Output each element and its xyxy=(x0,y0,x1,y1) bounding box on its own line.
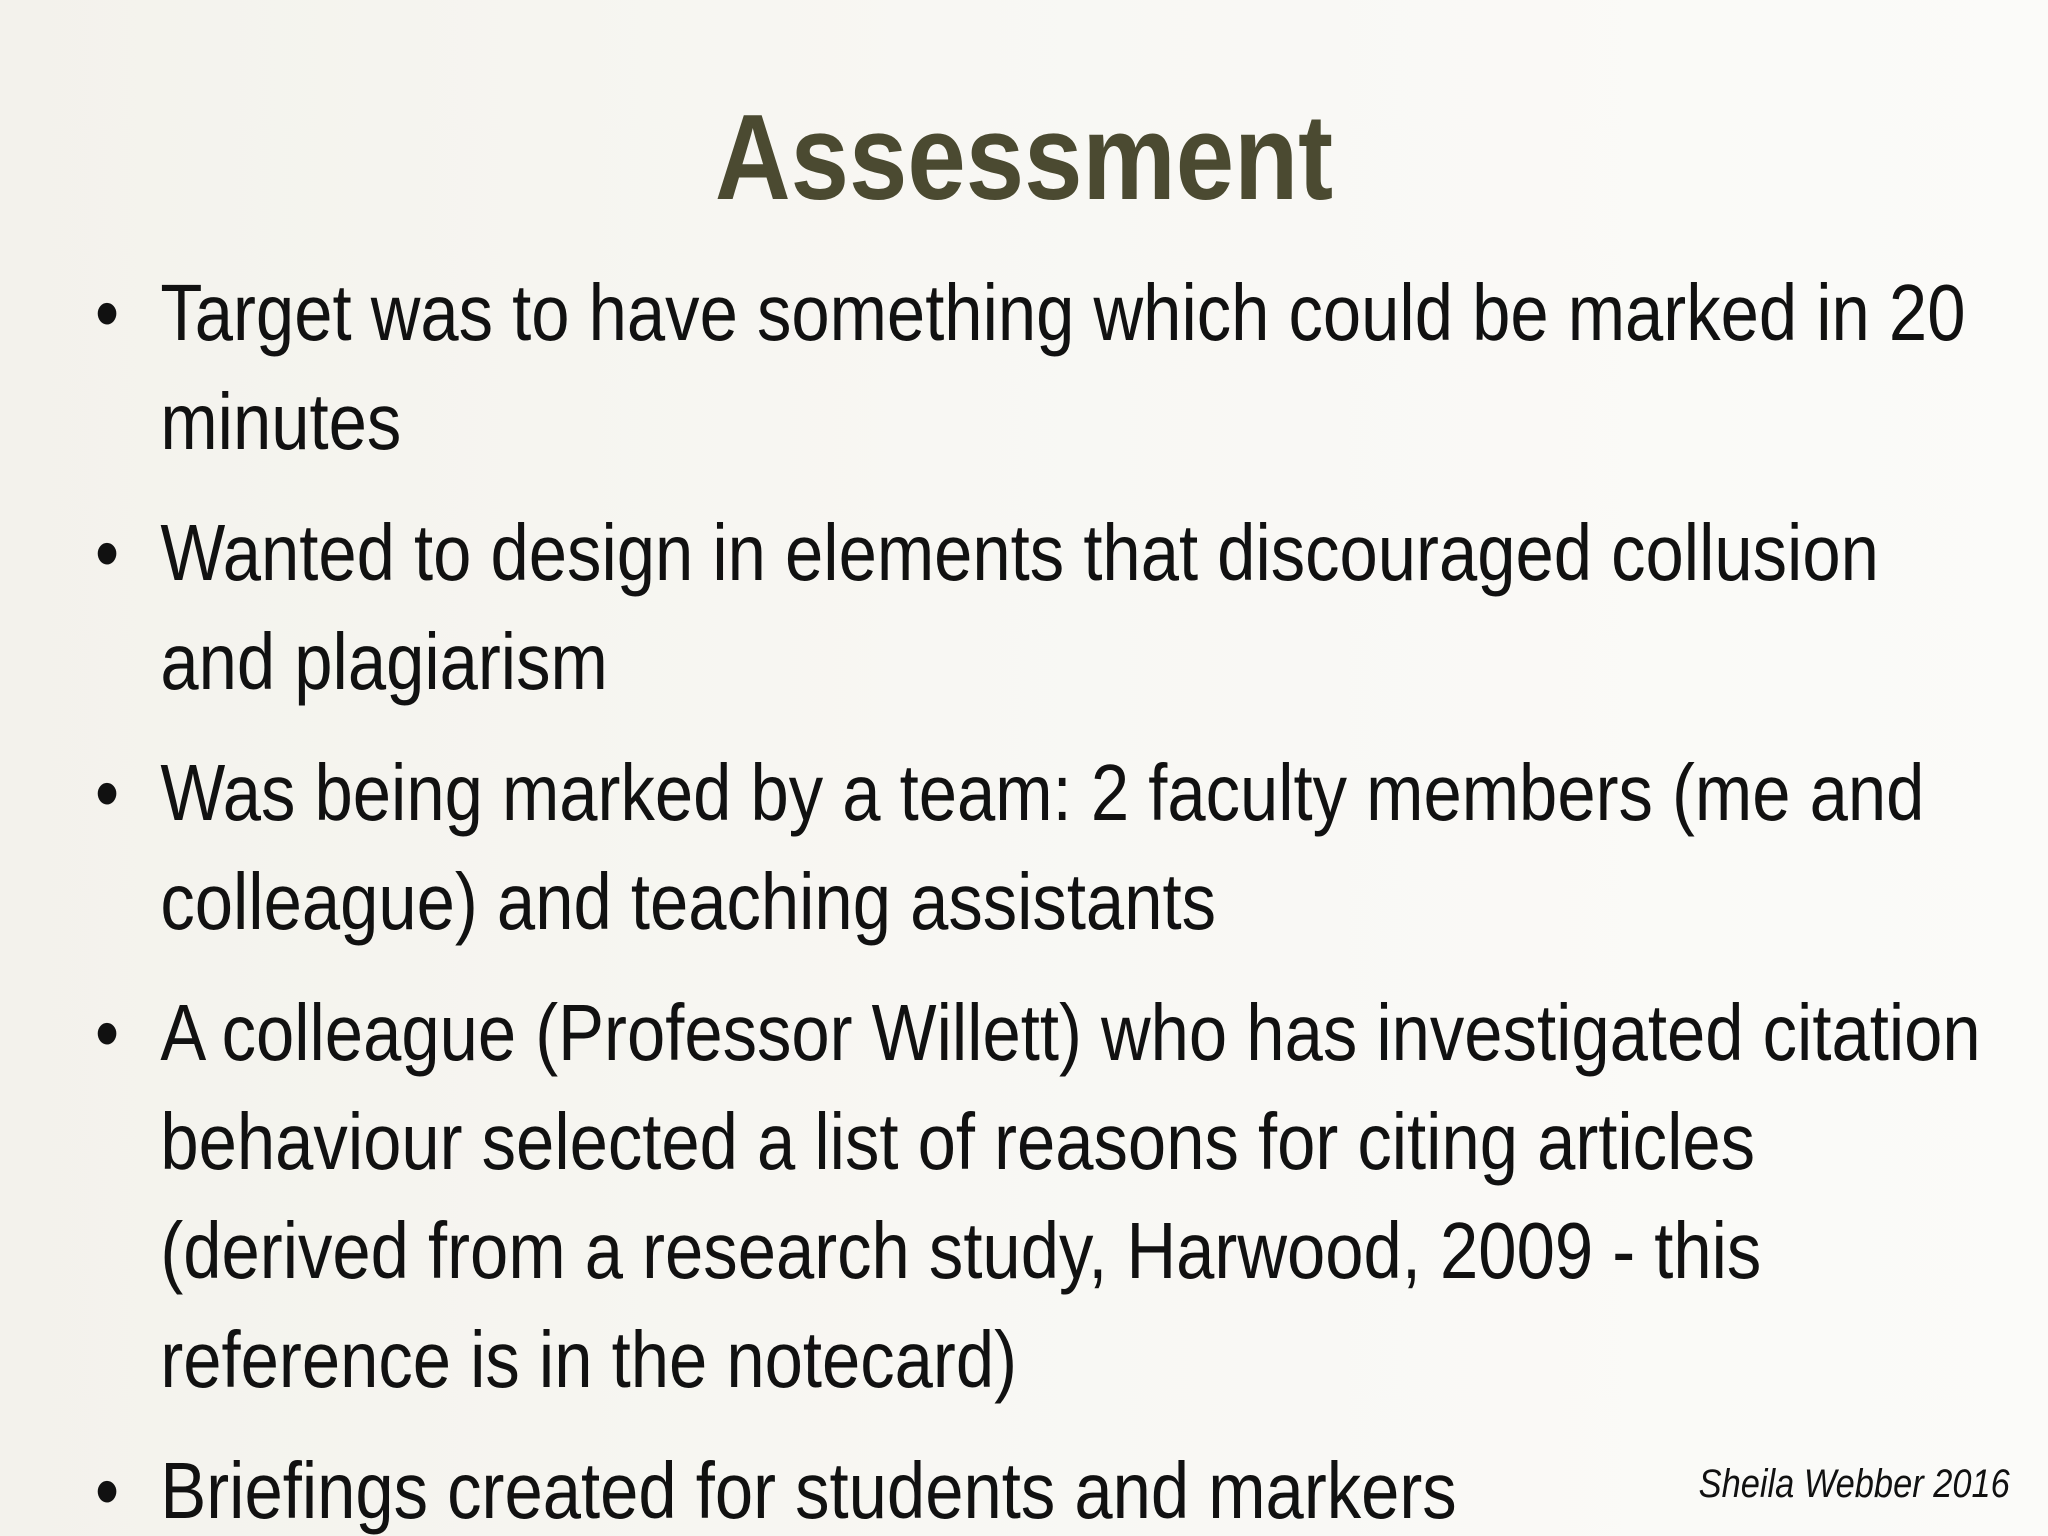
bullet-text: Briefings created for students and markers xyxy=(160,1446,1457,1535)
author-credit: Sheila Webber 2016 xyxy=(1698,1462,2010,1506)
bullet-text: Target was to have something which could be marked in 20 minutes xyxy=(160,268,1966,466)
bullet-list xyxy=(95,258,1981,1536)
bullet-item xyxy=(95,738,1984,956)
bullet-dot-icon: • xyxy=(95,508,120,597)
bullet-text: A colleague (Professor Willett) who has investigated citation behaviour selected a list of reasons for citing articles (derived from a research study, Harwood, 2009 - this reference is in the notecard) xyxy=(160,988,1981,1404)
bullet-text: Was being marked by a team: 2 faculty members (me and colleague) and teaching assistants xyxy=(160,748,1925,946)
bullet-dot-icon: • xyxy=(95,268,120,357)
bullet-dot-icon: • xyxy=(95,988,120,1077)
bullet-text: Wanted to design in elements that discouraged collusion and plagiarism xyxy=(160,508,1879,706)
bullet-item xyxy=(95,978,1984,1414)
bullet-item xyxy=(95,258,1984,476)
slide-title: Assessment xyxy=(714,89,1334,225)
bullet-dot-icon: • xyxy=(95,748,120,837)
bullet-dot-icon: • xyxy=(95,1446,120,1535)
bullet-item xyxy=(95,498,1984,716)
